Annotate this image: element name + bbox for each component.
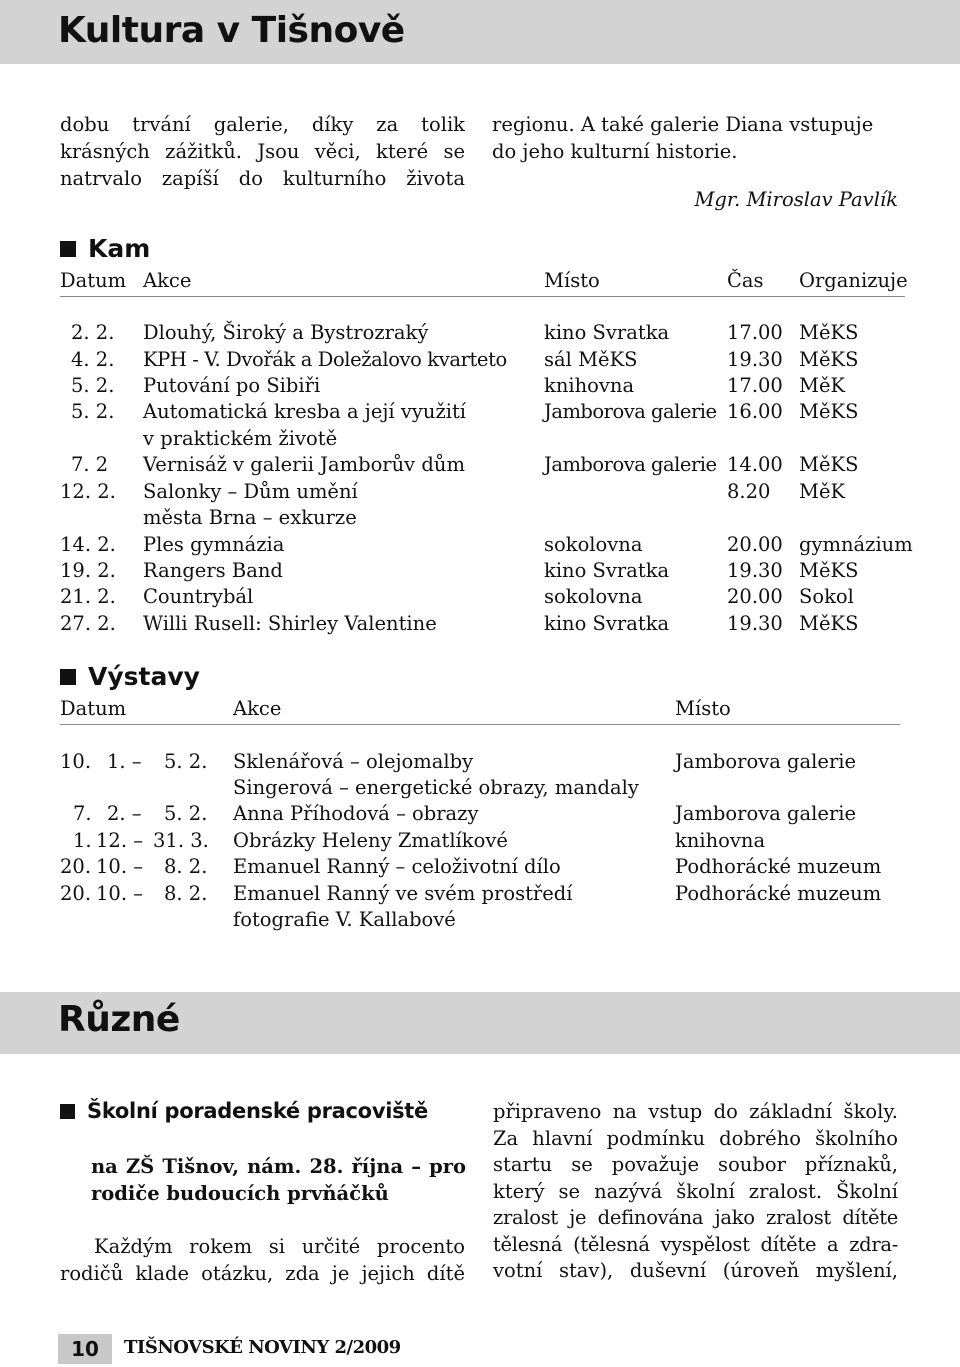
kam-row-time: 8.20 (727, 480, 771, 503)
intro-left-line: natrvalo zapíší do kulturního života (60, 167, 465, 190)
kam-row-organizer: Sokol (799, 585, 854, 608)
kam-row-event: KPH - V. Dvořák a Doležalovo kvarteto (143, 348, 507, 371)
vystavy-row-date-end: 8. 2. (164, 855, 208, 878)
section-vystavy-title: Výstavy (88, 662, 200, 691)
article-right-line: který se nazývá školní zralost. Školní (493, 1179, 898, 1203)
vystavy-row-event: Emanuel Ranný – celoživotní dílo (233, 855, 561, 878)
kam-row-place: kino Svratka (544, 559, 670, 582)
kam-row-place: Jamborova galerie (544, 453, 717, 476)
kam-row-date: 19. 2. (60, 559, 116, 582)
kam-row-event: Putování po Sibiři (143, 374, 321, 397)
kam-row-event-cont: v praktickém životě (143, 427, 338, 450)
article-heading (60, 1099, 428, 1123)
article-title: Školní poradenské pracoviště (87, 1099, 428, 1123)
kam-row-place: knihovna (544, 374, 635, 397)
kam-row-organizer: gymnázium (799, 533, 913, 556)
kam-header-time: Čas (727, 269, 764, 292)
kam-header-date: Datum (60, 269, 127, 292)
kam-row-organizer: MěKS (799, 453, 859, 476)
vystavy-row-event: Obrázky Heleny Zmatlíkové (233, 829, 508, 852)
page-number-box (58, 1334, 112, 1364)
intro-right-line: do jeho kulturní historie. (492, 140, 738, 163)
vystavy-row-event: Sklenářová – olejomalby (233, 750, 474, 773)
kam-row-place: sokolovna (544, 533, 643, 556)
intro-right-line: regionu. A také galerie Diana vstupuje (492, 113, 874, 136)
article-right-line: Za hlavní podmínku dobrého školního (493, 1126, 898, 1150)
kam-row-organizer: MěKS (799, 559, 859, 582)
kam-row-place: sál MěKS (544, 348, 638, 371)
square-bullet-icon (60, 241, 76, 257)
kam-row-date: 7. 2 (71, 453, 109, 476)
vystavy-row-date-day: 10. (60, 750, 92, 773)
ruzne-title: Různé (58, 999, 180, 1040)
vystavy-row-date-month: 10. – (96, 855, 143, 878)
vystavy-row-date-end: 31. 3. (153, 829, 209, 852)
kam-header-place: Místo (544, 269, 600, 292)
vystavy-row-date-month: 2. – (107, 802, 142, 825)
kam-row-event: Rangers Band (143, 559, 283, 582)
vystavy-row-place: Jamborova galerie (675, 802, 857, 825)
vystavy-header-place: Místo (675, 697, 731, 720)
kam-row-place: sokolovna (544, 585, 643, 608)
kam-header-divider (60, 296, 905, 297)
article-right-line: votní stav), duševní (úroveň myšlení, (493, 1259, 898, 1282)
vystavy-row-event: Emanuel Ranný ve svém prostředí (233, 882, 573, 905)
kam-row-date: 4. 2. (71, 348, 115, 371)
article-subtitle-line: na ZŠ Tišnov, nám. 28. října – pro (91, 1155, 466, 1178)
intro-left-column (60, 111, 465, 192)
vystavy-header-date: Datum (60, 697, 127, 720)
kam-row-time: 20.00 (727, 585, 783, 608)
kam-row-event: Dlouhý, Široký a Bystrozraký (143, 321, 429, 344)
section-kam-title: Kam (88, 234, 151, 263)
article-right-line: startu se považuje soubor příznaků, (493, 1153, 898, 1176)
intro-left-line: dobu trvání galerie, díky za tolik (60, 113, 465, 136)
vystavy-row-event: Anna Příhodová – obrazy (233, 802, 479, 825)
signature: Mgr. Miroslav Pavlík (694, 188, 898, 211)
kam-row-event: Ples gymnázia (143, 533, 285, 556)
article-left-line: Každým rokem si určité procento (94, 1235, 465, 1258)
kam-row-date: 27. 2. (60, 612, 116, 635)
kam-row-time: 19.30 (727, 612, 783, 635)
intro-left-line: krásných zážitků. Jsou věci, které se (60, 140, 465, 163)
kam-row-time: 19.30 (727, 348, 783, 371)
kam-row-time: 16.00 (727, 400, 783, 423)
kam-row-event: Countrybál (143, 585, 254, 608)
kam-row-date: 5. 2. (71, 400, 115, 423)
kam-row-date: 21. 2. (60, 585, 116, 608)
vystavy-row-date-day: 20. (60, 882, 92, 905)
vystavy-header-event: Akce (233, 697, 282, 720)
square-bullet-icon (60, 1104, 75, 1119)
kam-header-organizer: Organizuje (799, 269, 908, 292)
square-bullet-icon (60, 669, 76, 685)
kam-row-place: kino Svratka (544, 321, 670, 344)
kam-row-organizer: MěKS (799, 321, 859, 344)
vystavy-row-date-day: 20. (60, 855, 92, 878)
intro-right-column (492, 111, 900, 165)
article-subtitle (91, 1153, 466, 1207)
kam-row-event: Willi Rusell: Shirley Valentine (143, 612, 437, 635)
vystavy-header-divider (60, 724, 900, 725)
kam-row-date: 12. 2. (60, 480, 116, 503)
kam-row-event: Automatická kresba a její využití (143, 400, 467, 423)
vystavy-row-date-day: 1. (73, 829, 92, 852)
article-subtitle-line: rodiče budoucích prvňáčků (91, 1182, 389, 1205)
kam-row-organizer: MěK (799, 374, 846, 397)
vystavy-row-place: Podhorácké muzeum (675, 882, 882, 905)
vystavy-row-place: Podhorácké muzeum (675, 855, 882, 878)
kam-row-event: Salonky – Dům umění (143, 480, 358, 503)
kam-row-event-cont: města Brna – exkurze (143, 506, 357, 529)
kam-row-organizer: MěKS (799, 348, 859, 371)
header-banner (0, 0, 960, 64)
vystavy-row-date-month: 12. – (96, 829, 143, 852)
kam-row-event: Vernisáž v galerii Jamborův dům (143, 453, 465, 476)
page-number: 10 (71, 1337, 99, 1361)
vystavy-row-date-end: 5. 2. (164, 750, 208, 773)
kam-row-time: 19.30 (727, 559, 783, 582)
article-right-body (493, 1099, 898, 1285)
article-left-body (60, 1233, 465, 1287)
kam-row-time: 17.00 (727, 374, 783, 397)
kam-row-date: 14. 2. (60, 533, 116, 556)
article-right-line: tělesná (tělesná vyspělost dítěte a zdra- (493, 1232, 898, 1256)
kam-header-event: Akce (143, 269, 192, 292)
ruzne-banner (0, 992, 960, 1054)
vystavy-row-date-day: 7. (73, 802, 92, 825)
kam-row-place: kino Svratka (544, 612, 670, 635)
vystavy-row-event-cont: Singerová – energetické obrazy, mandaly (233, 776, 639, 799)
article-right-line: zralost je definována jako zralost dítěte (493, 1206, 898, 1229)
kam-row-organizer: MěKS (799, 400, 859, 423)
vystavy-row-date-month: 10. – (96, 882, 143, 905)
kam-row-time: 20.00 (727, 533, 783, 556)
publication-name: TIŠNOVSKÉ NOVINY 2/2009 (124, 1337, 401, 1358)
article-left-line: rodičů klade otázku, zda je jejich dítě (60, 1262, 465, 1285)
kam-row-time: 17.00 (727, 321, 783, 344)
article-right-line: připraveno na vstup do základní školy. (493, 1100, 898, 1123)
vystavy-row-event-cont: fotografie V. Kallabové (233, 908, 456, 931)
kam-row-date: 5. 2. (71, 374, 115, 397)
kam-row-place: Jamborova galerie (544, 400, 717, 423)
kam-row-date: 2. 2. (71, 321, 115, 344)
vystavy-row-date-end: 5. 2. (164, 802, 208, 825)
section-vystavy-heading (60, 662, 200, 691)
page-title: Kultura v Tišnově (58, 10, 405, 51)
section-kam-heading (60, 234, 150, 263)
vystavy-row-date-month: 1. – (107, 750, 142, 773)
vystavy-row-place: knihovna (675, 829, 766, 852)
kam-row-organizer: MěKS (799, 612, 859, 635)
vystavy-row-place: Jamborova galerie (675, 750, 857, 773)
vystavy-row-date-end: 8. 2. (164, 882, 208, 905)
kam-row-organizer: MěK (799, 480, 846, 503)
kam-row-time: 14.00 (727, 453, 783, 476)
